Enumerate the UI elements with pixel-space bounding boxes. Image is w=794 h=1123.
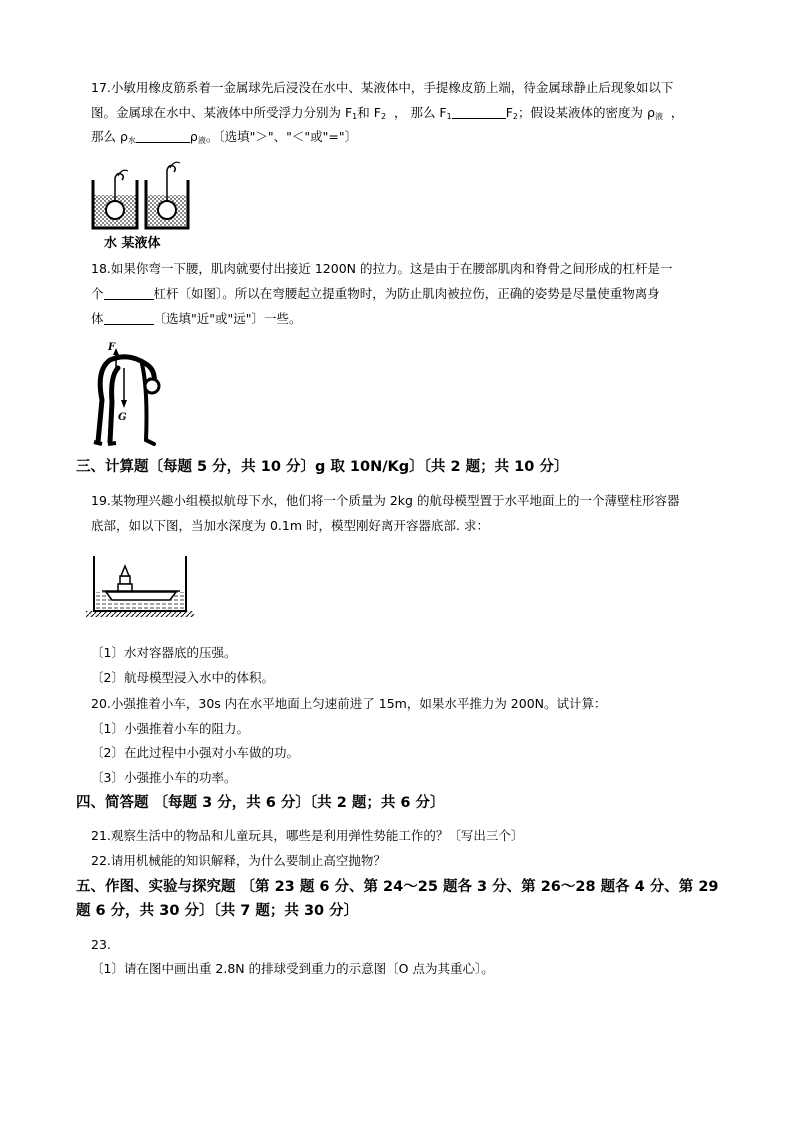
- q19-text-2: 底部，如以下图，当加水深度为 0.1m 时，模型刚好离开容器底部. 求：: [91, 518, 489, 533]
- q17-beakers-figure: [88, 160, 198, 230]
- liquid-beaker: [146, 162, 188, 228]
- q20-text-1: 20.小强推着小车，30s 内在水平地面上匀速前进了 15m，如果水平推力为 200N。试计算：: [91, 696, 607, 711]
- q17-line-2: [91, 103, 683, 127]
- q18-text-2b: 杠杆〔如图〕。所以在弯腰起立提重物时，为防止肌肉被拉伤，正确的姿势是尽量使重物离身: [153, 286, 660, 301]
- q18-text-1: 18.如果你弯一下腰，肌肉就要付出接近 1200N 的拉力。这是由于在腰部肌肉和脊骨之间形成的杠杆是一: [91, 261, 673, 276]
- q17-figure-label: 水 某液体: [104, 236, 161, 251]
- q23-number: 23.: [91, 937, 111, 952]
- q18-text-3b: 〔选填"近"或"远"〕一些。: [153, 311, 302, 326]
- q17-text-2f: ，: [670, 105, 684, 120]
- q19-line-1: [91, 491, 679, 511]
- q19-part-2: 〔2〕航母模型浸入水中的体积。: [91, 670, 274, 685]
- q17-sub-3: 1: [446, 112, 452, 121]
- legs-outline: [110, 368, 118, 442]
- q18-line-1: [91, 259, 673, 279]
- section-5-heading-line-1: 五、作图、实验与探究题 〔第 23 题 6 分、第 24～25 题各 3 分、第 26～28 题各 4 分、第 29: [76, 879, 719, 895]
- q17-sub-7: 液: [197, 136, 206, 145]
- q17-text-1: 17.小敏用橡皮筋系着一金属球先后浸没在水中、某液体中，手提橡皮筋上端，待金属球静止后现象如以下: [91, 80, 674, 95]
- q21-text: 21.观察生活中的物品和儿童玩具，哪些是利用弹性势能工作的？〔写出三个〕: [91, 828, 524, 843]
- q23-part-1: 〔1〕请在图中画出重 2.8N 的排球受到重力的示意图〔O 点为其重心〕。: [91, 961, 494, 976]
- carrier-hull: [106, 592, 176, 600]
- force-g-arrowhead: [121, 400, 127, 408]
- q22-text: 22.请用机械能的知识解释，为什么要制止高空抛物？: [91, 853, 386, 868]
- carrier-island: [120, 576, 130, 584]
- q19-line-2: [91, 516, 489, 536]
- feet-outline: [94, 442, 116, 444]
- q17-sub-6: 水: [127, 136, 136, 145]
- q17-text-2c: ， 那么 F: [393, 105, 447, 120]
- q18-bending-figure: [88, 340, 168, 450]
- q17-sub-1: 1: [352, 112, 358, 121]
- q17-text-3c: 。〔选填"＞"、"＜"或"="〕: [205, 129, 358, 144]
- q20-part-2: 〔2〕在此过程中小强对小车做的功。: [91, 745, 299, 760]
- carrier-superstructure: [118, 584, 132, 591]
- q17-sub-2: 2: [380, 112, 387, 121]
- q17-line-3: [91, 127, 357, 151]
- q18-text-2a: 个: [91, 286, 104, 301]
- q18-answer-blank-1[interactable]: [104, 286, 154, 300]
- q17-answer-blank-1[interactable]: [452, 105, 506, 119]
- section-3-heading: 三、计算题〔每题 5 分，共 10 分〕g 取 10N/Kg〕〔共 2 题；共 10 分〕: [76, 459, 569, 475]
- q17-answer-blank-2[interactable]: [136, 129, 190, 143]
- q17-text-2e: ；假设某液体的密度为 ρ: [518, 105, 655, 120]
- q17-text-2a: 图。金属球在水中、某液体中所受浮力分别为 F: [91, 105, 353, 120]
- q17-text-2b: 和 F: [357, 105, 381, 120]
- carrier-mast: [121, 566, 129, 576]
- q17-text-3a: 那么 ρ: [91, 129, 128, 144]
- q18-line-3: [91, 309, 302, 329]
- q18-line-2: [91, 284, 660, 304]
- q19-container-figure: [84, 554, 194, 618]
- q18-text-3a: 体: [91, 311, 104, 326]
- force-g-label: G: [118, 412, 127, 423]
- head-outline: [145, 379, 159, 393]
- water-beaker: [93, 170, 137, 228]
- q19-text-1: 19.某物理兴趣小组模拟航母下水，他们将一个质量为 2kg 的航母模型置于水平地面上的一个薄壁柱形容器: [91, 493, 680, 508]
- q17-text-3b: ρ: [189, 129, 198, 144]
- q18-answer-blank-2[interactable]: [104, 311, 154, 325]
- q17-line-1: [91, 78, 673, 98]
- section-5-heading-line-2: 题 6 分，共 30 分〕〔共 7 题；共 30 分〕: [76, 903, 359, 919]
- ground-hatch: [86, 611, 194, 617]
- force-f-label: F: [108, 342, 116, 353]
- q20-part-1: 〔1〕小强推着小车的阻力。: [91, 721, 249, 736]
- q17-sub-4: 2: [512, 112, 519, 121]
- q20-part-3: 〔3〕小强推小车的功率。: [91, 770, 237, 785]
- section-4-heading: 四、简答题 〔每题 3 分，共 6 分〕〔共 2 题；共 6 分〕: [76, 795, 445, 811]
- q17-sub-5: 液: [654, 112, 663, 121]
- q17-text-2d: F: [505, 105, 513, 120]
- q19-part-1: 〔1〕水对容器底的压强。: [91, 645, 237, 660]
